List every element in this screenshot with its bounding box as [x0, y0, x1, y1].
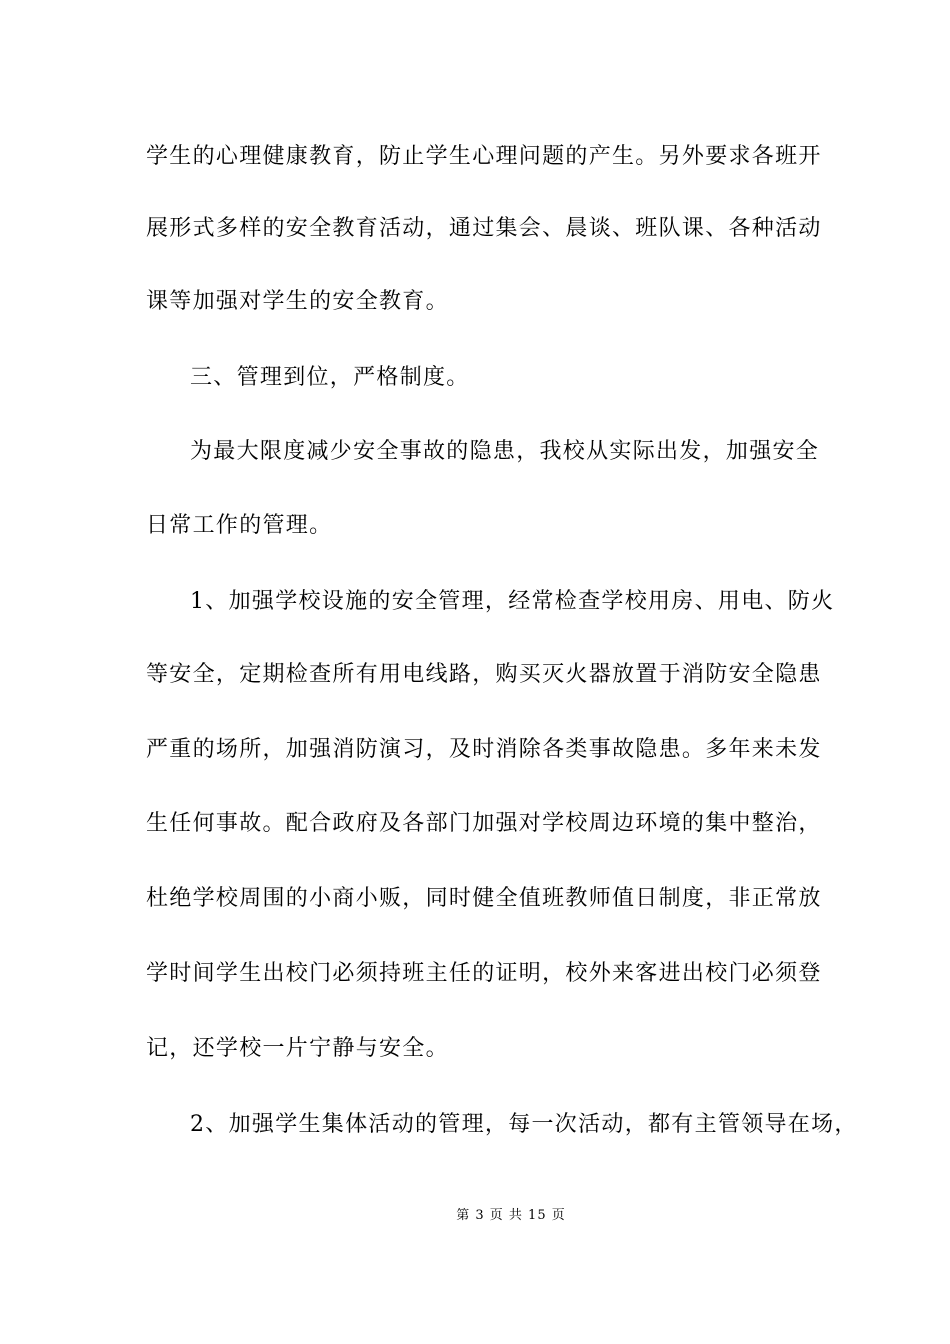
- text-line: 等安全，定期检查所有用电线路，购买灭火器放置于消防安全隐患: [146, 662, 822, 687]
- text-line: 学生的心理健康教育，防止学生心理问题的产生。另外要求各班开: [146, 144, 822, 169]
- text-line: 日常工作的管理。: [146, 513, 333, 538]
- text-line: 1、加强学校设施的安全管理，经常检查学校用房、用电、防火: [190, 589, 835, 614]
- text-line: 学时间学生出校门必须持班主任的证明，校外来客进出校门必须登: [146, 961, 822, 986]
- text-line: 杜绝学校周围的小商小贩，同时健全值班教师值日制度，非正常放: [146, 886, 822, 911]
- text-line: 严重的场所，加强消防演习，及时消除各类事故隐患。多年来未发: [146, 737, 822, 762]
- text-line: 生任何事故。配合政府及各部门加强对学校周边环境的集中整治，: [146, 811, 822, 836]
- page-number-footer: 第 3 页 共 15 页: [456, 1208, 566, 1223]
- text-line: 记，还学校一片宁静与安全。: [146, 1036, 449, 1061]
- text-line: 2、加强学生集体活动的管理，每一次活动，都有主管领导在场，: [190, 1112, 858, 1137]
- text-line: 为最大限度减少安全事故的隐患，我校从实际出发，加强安全: [190, 439, 820, 464]
- section-heading: 三、管理到位，严格制度。: [190, 365, 470, 390]
- text-line: 课等加强对学生的安全教育。: [146, 289, 449, 314]
- text-line: 展形式多样的安全教育活动，通过集会、晨谈、班队课、各种活动: [146, 216, 822, 241]
